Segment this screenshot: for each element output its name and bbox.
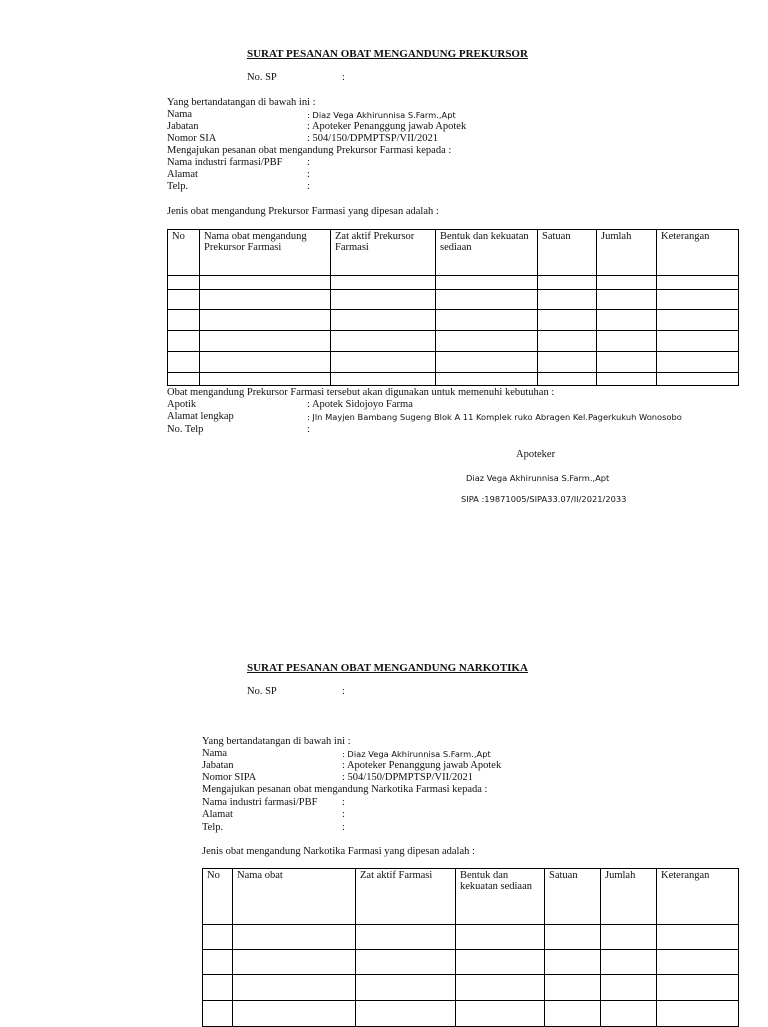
- header-keterangan: Keterangan: [657, 869, 739, 925]
- form1-title: SURAT PESANAN OBAT MENGANDUNG PREKURSOR: [247, 48, 528, 60]
- form1-nomor-value: : 504/150/DPMPTSP/VII/2021: [307, 133, 438, 144]
- table-cell[interactable]: [168, 352, 200, 373]
- table-cell[interactable]: [233, 1001, 356, 1027]
- header-no: No: [168, 230, 200, 276]
- table-row: [168, 352, 739, 373]
- table-cell[interactable]: [233, 950, 356, 975]
- table-cell[interactable]: [356, 975, 456, 1001]
- table-cell[interactable]: [331, 310, 436, 331]
- table-cell[interactable]: [233, 975, 356, 1001]
- table-cell[interactable]: [436, 331, 538, 352]
- form2-nama-label: Nama: [202, 748, 228, 759]
- table-cell[interactable]: [200, 276, 331, 290]
- form1-industri-label: Nama industri farmasi/PBF: [167, 157, 283, 168]
- table-cell[interactable]: [597, 290, 657, 310]
- table-cell[interactable]: [203, 1001, 233, 1027]
- table-cell[interactable]: [657, 975, 739, 1001]
- table-cell[interactable]: [597, 373, 657, 386]
- form2-nama-value: : Diaz Vega Akhirunnisa S.Farm.,Apt: [342, 749, 491, 759]
- form2-industri-label: Nama industri farmasi/PBF: [202, 797, 318, 808]
- table-cell[interactable]: [597, 276, 657, 290]
- form1-apotik-label: Apotik: [167, 399, 197, 410]
- form1-kebutuhan: Obat mengandung Prekursor Farmasi tersebut akan digunakan untuk memenuhi kebutuhan :: [167, 387, 555, 398]
- signature-title: Apoteker: [516, 449, 556, 460]
- table-cell[interactable]: [657, 310, 739, 331]
- form1-jenis: Jenis obat mengandung Prekursor Farmasi yang dipesan adalah :: [167, 206, 439, 217]
- form2-jenis: Jenis obat mengandung Narkotika Farmasi yang dipesan adalah :: [202, 846, 475, 857]
- table-row: [168, 331, 739, 352]
- header-nama-obat: Nama obat mengandung Prekursor Farmasi: [200, 230, 331, 276]
- form2-industri-colon: :: [342, 797, 345, 808]
- header-jumlah: Jumlah: [597, 230, 657, 276]
- table-cell[interactable]: [200, 290, 331, 310]
- form1-apotik-value: : Apotek Sidojoyo Farma: [307, 399, 413, 410]
- form2-telp-colon: :: [342, 822, 345, 833]
- table-cell[interactable]: [168, 290, 200, 310]
- table-cell[interactable]: [200, 331, 331, 352]
- form2-no-sp-label: No. SP: [247, 686, 277, 697]
- header-zat-aktif: Zat aktif Farmasi: [356, 869, 456, 925]
- form1-nomor-label: Nomor SIA: [167, 133, 217, 144]
- table-row: [168, 310, 739, 331]
- table-cell[interactable]: [657, 276, 739, 290]
- table-row: [168, 373, 739, 386]
- form1-nama-label: Nama: [167, 109, 193, 120]
- table-cell[interactable]: [545, 975, 601, 1001]
- table-cell[interactable]: [657, 290, 739, 310]
- form1-alamat-colon: :: [307, 169, 310, 180]
- table-row: [168, 276, 739, 290]
- table-cell[interactable]: [597, 331, 657, 352]
- table-cell[interactable]: [203, 950, 233, 975]
- table-cell[interactable]: [601, 925, 657, 950]
- form1-industri-colon: :: [307, 157, 310, 168]
- form2-alamat-label: Alamat: [202, 809, 233, 820]
- table-cell[interactable]: [436, 310, 538, 331]
- table-cell[interactable]: [657, 352, 739, 373]
- table-cell[interactable]: [200, 352, 331, 373]
- form1-order-table: [167, 229, 739, 386]
- table-cell[interactable]: [545, 950, 601, 975]
- table-cell[interactable]: [331, 352, 436, 373]
- form1-telp-label: Telp.: [167, 181, 189, 192]
- table-cell[interactable]: [331, 331, 436, 352]
- table-cell[interactable]: [356, 1001, 456, 1027]
- header-bentuk: Bentuk dan kekuatan sediaan: [456, 869, 545, 925]
- header-satuan: Satuan: [545, 869, 601, 925]
- signature-name: Diaz Vega Akhirunnisa S.Farm.,Apt: [466, 473, 610, 483]
- form1-alamat-label: Alamat: [167, 169, 198, 180]
- table-cell[interactable]: [168, 373, 200, 386]
- form1-jabatan-label: Jabatan: [167, 121, 199, 132]
- form2-order-table: [202, 868, 739, 1027]
- table-cell[interactable]: [356, 925, 456, 950]
- table-cell[interactable]: [203, 925, 233, 950]
- table-cell[interactable]: [597, 310, 657, 331]
- form1-intro: Yang bertandatangan di bawah ini :: [167, 97, 316, 108]
- table-cell[interactable]: [331, 276, 436, 290]
- table-cell[interactable]: [545, 1001, 601, 1027]
- table-cell[interactable]: [456, 925, 545, 950]
- table-cell[interactable]: [200, 373, 331, 386]
- table-cell[interactable]: [601, 1001, 657, 1027]
- table-cell[interactable]: [168, 310, 200, 331]
- header-zat-aktif: Zat aktif Prekursor Farmasi: [331, 230, 436, 276]
- table-cell[interactable]: [657, 925, 739, 950]
- table-row: [203, 950, 739, 975]
- form1-no-telp-colon: :: [307, 424, 310, 435]
- table-cell[interactable]: [538, 290, 597, 310]
- form1-no-sp-colon: :: [342, 72, 345, 83]
- table-cell[interactable]: [538, 276, 597, 290]
- table-cell[interactable]: [200, 310, 331, 331]
- table-header-row: [203, 869, 739, 925]
- table-cell[interactable]: [601, 975, 657, 1001]
- form1-telp-colon: :: [307, 181, 310, 192]
- form2-alamat-colon: :: [342, 809, 345, 820]
- form1-alamat-lengkap-value: : Jln Mayjen Bambang Sugeng Blok A 11 Komplek ruko Abragen Kel.Pagerkukuh Wonosobo: [307, 412, 682, 422]
- table-cell[interactable]: [601, 950, 657, 975]
- table-cell[interactable]: [436, 276, 538, 290]
- form2-telp-label: Telp.: [202, 822, 224, 833]
- form1-nama-value: : Diaz Vega Akhirunnisa S.Farm.,Apt: [307, 110, 456, 120]
- table-cell[interactable]: [331, 290, 436, 310]
- table-cell[interactable]: [657, 950, 739, 975]
- table-row: [203, 1001, 739, 1027]
- table-cell[interactable]: [168, 331, 200, 352]
- table-cell[interactable]: [331, 373, 436, 386]
- table-cell[interactable]: [203, 975, 233, 1001]
- table-cell[interactable]: [456, 950, 545, 975]
- form2-title: SURAT PESANAN OBAT MENGANDUNG NARKOTIKA: [247, 662, 528, 674]
- form1-alamat-lengkap-label: Alamat lengkap: [167, 411, 234, 422]
- header-bentuk: Bentuk dan kekuatan sediaan: [436, 230, 538, 276]
- table-row: [203, 975, 739, 1001]
- form1-jabatan-value: : Apoteker Penanggung jawab Apotek: [307, 121, 467, 132]
- form1-no-telp-label: No. Telp: [167, 424, 204, 435]
- table-cell[interactable]: [657, 373, 739, 386]
- form1-no-sp-label: No. SP: [247, 72, 277, 83]
- form2-intro: Yang bertandatangan di bawah ini :: [202, 736, 351, 747]
- form2-mengajukan: Mengajukan pesanan obat mengandung Narkotika Farmasi kepada :: [202, 784, 488, 795]
- table-header-row: [168, 230, 739, 276]
- form2-nomor-value: : 504/150/DPMPTSP/VII/2021: [342, 772, 473, 783]
- table-cell[interactable]: [657, 331, 739, 352]
- table-cell[interactable]: [597, 352, 657, 373]
- table-cell[interactable]: [545, 925, 601, 950]
- table-cell[interactable]: [538, 331, 597, 352]
- table-row: [168, 290, 739, 310]
- table-row: [203, 925, 739, 950]
- form2-jabatan-value: : Apoteker Penanggung jawab Apotek: [342, 760, 502, 771]
- table-cell[interactable]: [436, 373, 538, 386]
- table-cell[interactable]: [356, 950, 456, 975]
- table-cell[interactable]: [456, 975, 545, 1001]
- header-no: No: [203, 869, 233, 925]
- form2-nomor-label: Nomor SIPA: [202, 772, 257, 783]
- table-cell[interactable]: [538, 373, 597, 386]
- table-cell[interactable]: [233, 925, 356, 950]
- table-cell[interactable]: [538, 352, 597, 373]
- form1-mengajukan: Mengajukan pesanan obat mengandung Prekursor Farmasi kepada :: [167, 145, 452, 156]
- table-cell[interactable]: [436, 290, 538, 310]
- table-cell[interactable]: [168, 276, 200, 290]
- table-cell[interactable]: [456, 1001, 545, 1027]
- table-cell[interactable]: [436, 352, 538, 373]
- form2-no-sp-colon: :: [342, 686, 345, 697]
- header-keterangan: Keterangan: [657, 230, 739, 276]
- header-satuan: Satuan: [538, 230, 597, 276]
- table-cell[interactable]: [657, 1001, 739, 1027]
- header-nama-obat: Nama obat: [233, 869, 356, 925]
- header-jumlah: Jumlah: [601, 869, 657, 925]
- form2-jabatan-label: Jabatan: [202, 760, 234, 771]
- signature-sipa: SIPA :19871005/SIPA33.07/II/2021/2033: [461, 494, 627, 504]
- table-cell[interactable]: [538, 310, 597, 331]
